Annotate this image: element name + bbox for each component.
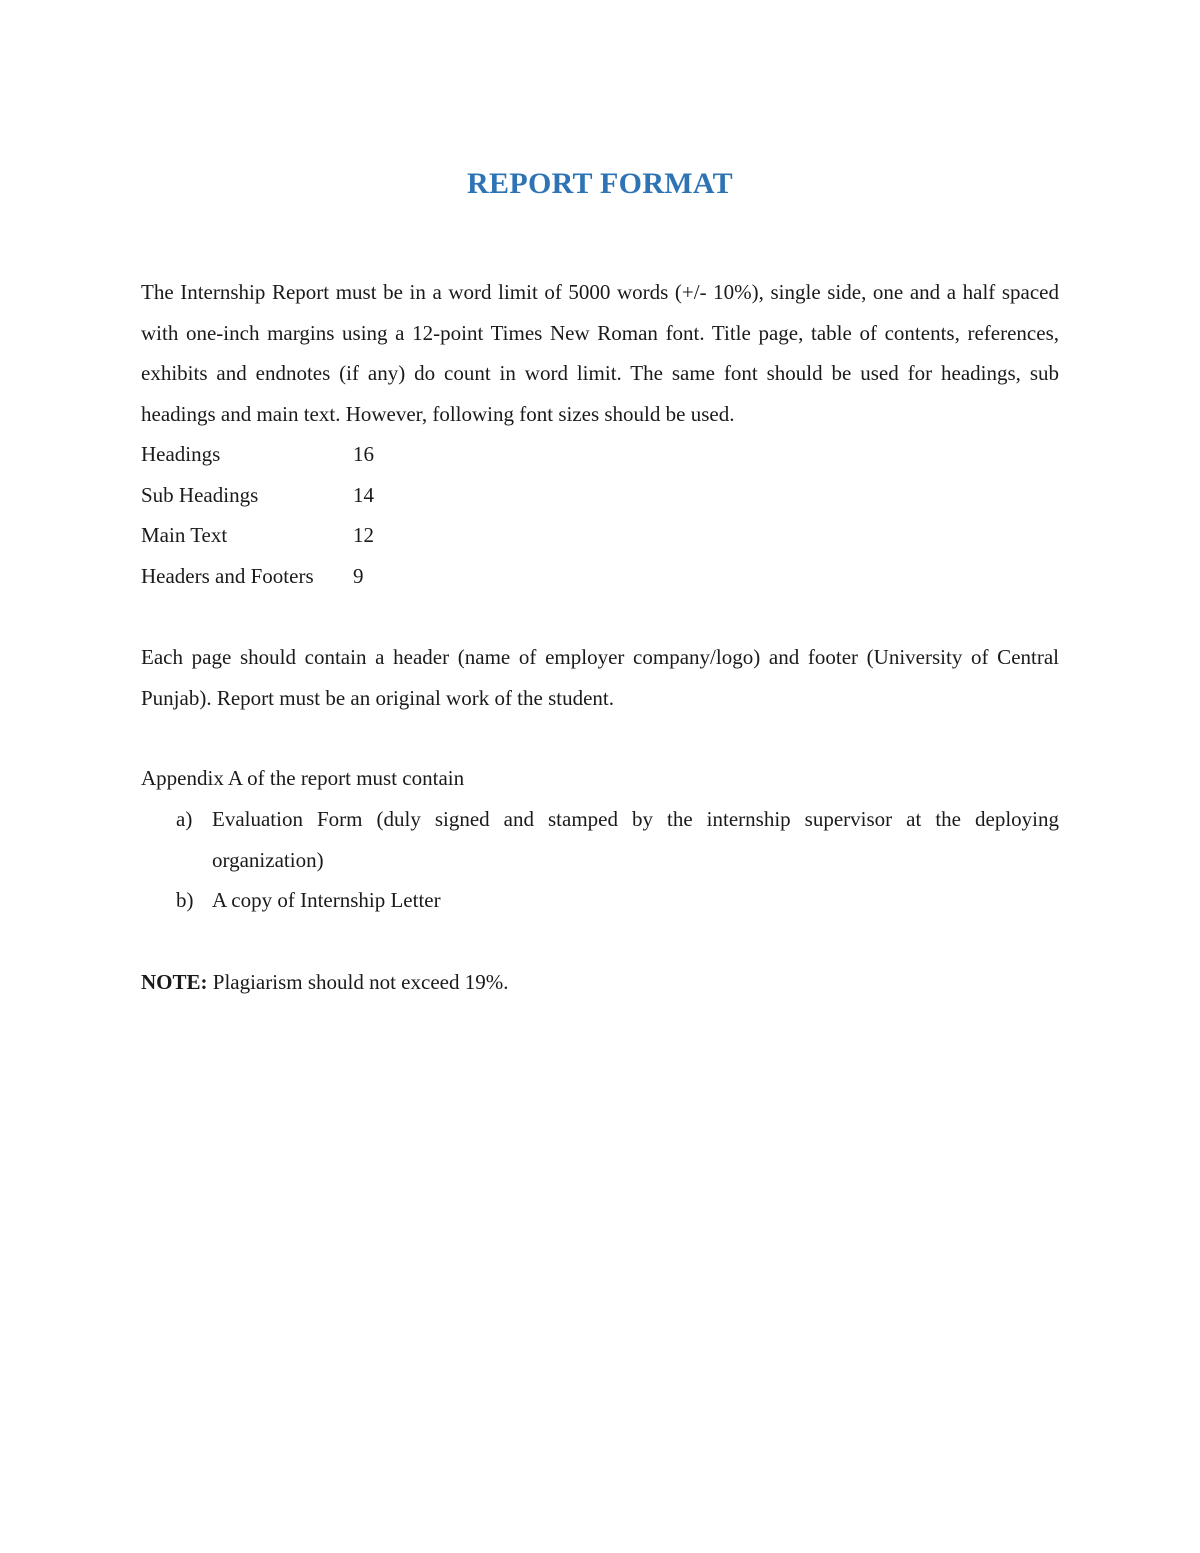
header-footer-paragraph: Each page should contain a header (name of employer company/logo) and footer (University of Central Punjab). Report must be an original work of the student. bbox=[141, 645, 1059, 710]
font-size-value: 14 bbox=[353, 482, 374, 507]
list-item-text: A copy of Internship Letter bbox=[212, 888, 441, 912]
note-text: Plagiarism should not exceed 19%. bbox=[207, 970, 509, 994]
intro-text: The Internship Report must be in a word limit of 5000 words (+/- 10%), single side, one and a half spaced with one-inch margins using a 12-point Times New Roman font. Title page, table of contents, references, exhibits and endnotes (if any) do count in word limit. The same font should be used for headings, sub headings and main text. However, following font sizes should be used. bbox=[141, 280, 1059, 426]
font-size-value: 12 bbox=[353, 523, 374, 547]
font-size-value: 9 bbox=[353, 563, 364, 588]
list-item-marker: b) bbox=[176, 888, 194, 912]
font-size-row bbox=[141, 515, 374, 556]
list-item-marker: a) bbox=[176, 807, 193, 831]
page-title: REPORT FORMAT bbox=[467, 167, 733, 200]
font-size-table bbox=[141, 434, 374, 596]
font-size-label: Headers and Footers bbox=[141, 563, 314, 588]
font-size-row bbox=[141, 475, 374, 516]
font-size-row bbox=[141, 556, 374, 597]
note-line bbox=[141, 962, 508, 1003]
font-size-row bbox=[141, 434, 374, 475]
font-size-label: Sub Headings bbox=[141, 482, 259, 507]
appendix-intro: Appendix A of the report must contain bbox=[141, 766, 465, 790]
note-label: NOTE: bbox=[141, 970, 208, 994]
appendix-list bbox=[141, 799, 1059, 921]
list-item bbox=[141, 799, 1059, 880]
font-size-label: Headings bbox=[141, 442, 221, 466]
font-size-label: Main Text bbox=[141, 523, 228, 547]
list-item bbox=[141, 880, 1059, 921]
intro-paragraph bbox=[141, 272, 1059, 434]
font-size-value: 16 bbox=[353, 442, 374, 466]
list-item-text: Evaluation Form (duly signed and stamped by the internship supervisor at the deploying organization) bbox=[212, 807, 1059, 872]
